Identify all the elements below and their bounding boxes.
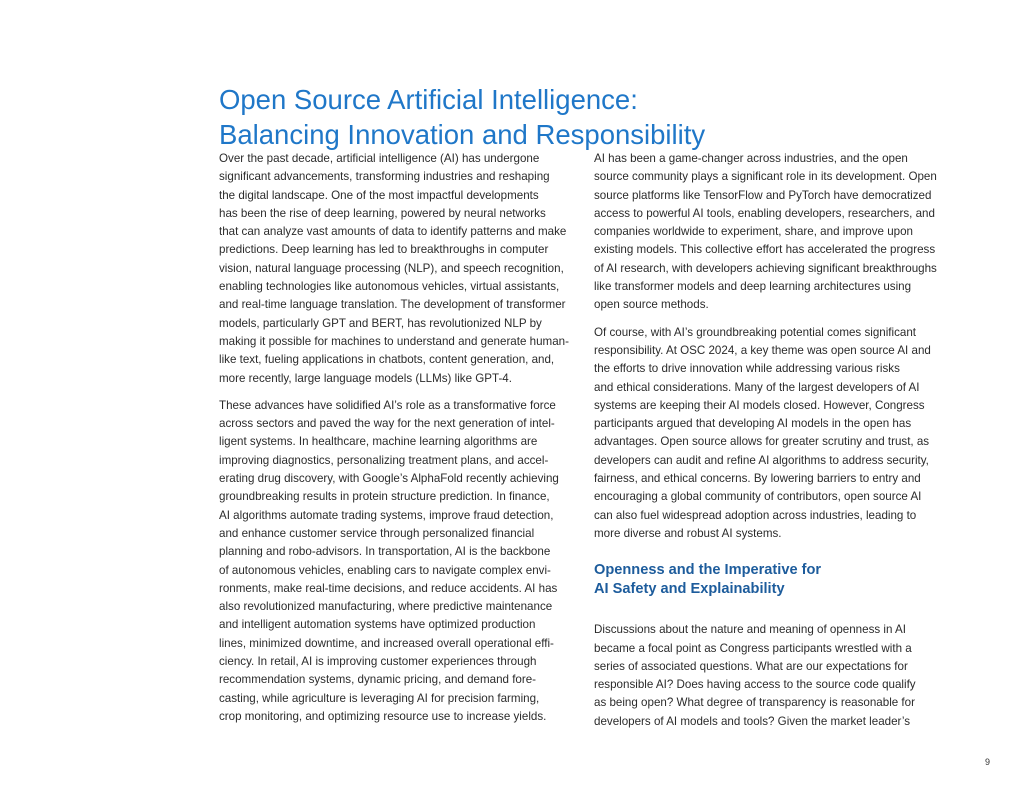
text-line: developers of AI models and tools? Given the market leader’s — [594, 714, 911, 728]
text-line: and real-time language translation. The development of transformer — [219, 298, 566, 312]
text-line: systems are keeping their AI models closed. However, Congress — [594, 398, 925, 412]
text-line: AI algorithms automate trading systems, improve fraud detection, — [219, 508, 554, 522]
text-line: lines, minimized downtime, and increased overall operational effi- — [219, 636, 554, 650]
subheading-line: Openness and the Imperative for — [594, 562, 822, 579]
paragraph — [594, 324, 958, 544]
text-line: like transformer models and deep learning architectures using — [594, 280, 912, 294]
text-line: Of course, with AI’s groundbreaking potential comes significant — [594, 325, 917, 339]
text-line: AI has been a game-changer across industries, and the open — [594, 152, 908, 165]
text-line: series of associated questions. What are our expectations for — [594, 659, 908, 673]
text-line: across sectors and paved the way for the next generation of intel- — [219, 417, 555, 431]
text-line: like text, fueling applications in chatbots, content generation, and, — [219, 353, 555, 367]
text-line: improving diagnostics, personalizing treatment plans, and accel- — [219, 453, 549, 467]
page-number: 9 — [985, 757, 991, 767]
text-line: casting, while agriculture is leveraging AI for precision farming, — [219, 691, 540, 705]
text-line: access to powerful AI tools, enabling developers, researchers, and — [594, 206, 935, 220]
text-line: ciency. In retail, AI is improving customer experiences through — [219, 655, 537, 669]
paragraph — [219, 150, 581, 388]
text-line: and enhance customer service through personalized financial — [219, 526, 535, 540]
text-line: groundbreaking results in protein structure prediction. In finance, — [219, 490, 550, 504]
title-line: Balancing Innovation and Responsibility — [219, 119, 706, 151]
text-line: planning and robo-advisors. In transportation, AI is the backbone — [219, 545, 551, 559]
paragraph — [594, 621, 958, 731]
text-line: also revolutionized manufacturing, where predictive maintenance — [219, 600, 553, 614]
text-line: crop monitoring, and optimizing resource use to increase yields. — [219, 709, 547, 723]
text-line: developers can audit and refine AI algorithms to address security, — [594, 453, 929, 467]
text-line: source community plays a significant role in its development. Open — [594, 170, 937, 184]
text-line: participants argued that developing AI models in the open has — [594, 417, 912, 431]
text-line: ronments, make real-time decisions, and reduce accidents. AI has — [219, 581, 558, 595]
text-line: more recently, large language models (LLMs) like GPT-4. — [219, 371, 512, 385]
text-line: became a focal point as Congress participants wrestled with a — [594, 641, 912, 655]
text-line: models, particularly GPT and BERT, has revolutionized NLP by — [219, 316, 542, 330]
text-line: the efforts to drive innovation while addressing various risks — [594, 362, 900, 376]
text-line: source platforms like TensorFlow and PyTorch have democratized — [594, 188, 932, 202]
left-column — [219, 150, 581, 735]
text-line: as being open? What degree of transparency is reasonable for — [594, 696, 915, 710]
text-line: fairness, and ethical concerns. By lowering barriers to entry and — [594, 472, 921, 486]
text-line: existing models. This collective effort has accelerated the progress — [594, 243, 936, 257]
text-line: and ethical considerations. Many of the largest developers of AI — [594, 380, 920, 394]
text-line: companies worldwide to experiment, share, and improve upon — [594, 225, 913, 239]
text-line: that can analyze vast amounts of data to identify patterns and make — [219, 225, 567, 239]
subheading-line: AI Safety and Explainability — [594, 581, 785, 598]
section-subheading — [594, 561, 958, 599]
paragraph — [219, 397, 581, 726]
text-line: encouraging a global community of contributors, open source AI — [594, 490, 922, 504]
text-line: enabling technologies like autonomous vehicles, virtual assistants, — [219, 280, 560, 294]
text-line: responsibility. At OSC 2024, a key theme was open source AI and — [594, 343, 931, 357]
text-line: more diverse and robust AI systems. — [594, 526, 782, 540]
text-line: vision, natural language processing (NLP), and speech recognition, — [219, 261, 564, 275]
text-line: significant advancements, transforming industries and reshaping — [219, 170, 550, 184]
text-line: making it possible for machines to understand and generate human- — [219, 334, 569, 348]
text-line: can also fuel widespread adoption across industries, leading to — [594, 508, 917, 522]
text-line: the digital landscape. One of the most impactful developments — [219, 188, 539, 202]
title-line: Open Source Artificial Intelligence: — [219, 84, 638, 116]
paragraph — [594, 150, 958, 315]
text-line: recommendation systems, dynamic pricing, and demand fore- — [219, 673, 537, 687]
text-line: These advances have solidified AI’s role as a transformative force — [219, 398, 556, 412]
text-line: responsible AI? Does having access to the source code qualify — [594, 678, 916, 692]
text-line: advantages. Open source allows for greater scrutiny and trust, as — [594, 435, 930, 449]
text-line: has been the rise of deep learning, powered by neural networks — [219, 206, 546, 220]
text-line: ligent systems. In healthcare, machine learning algorithms are — [219, 435, 538, 449]
page-title — [219, 82, 839, 152]
text-line: erating drug discovery, with Google’s AlphaFold recently achieving — [219, 472, 559, 486]
right-column — [594, 150, 958, 740]
text-line: open source methods. — [594, 298, 709, 312]
text-line: Over the past decade, artificial intelligence (AI) has undergone — [219, 152, 540, 165]
text-line: of AI research, with developers achieving significant breakthroughs — [594, 261, 937, 275]
text-line: Discussions about the nature and meaning of openness in AI — [594, 623, 906, 637]
text-line: and intelligent automation systems have optimized production — [219, 618, 536, 632]
text-line: predictions. Deep learning has led to breakthroughs in computer — [219, 243, 549, 257]
text-line: of autonomous vehicles, enabling cars to navigate complex envi- — [219, 563, 551, 577]
